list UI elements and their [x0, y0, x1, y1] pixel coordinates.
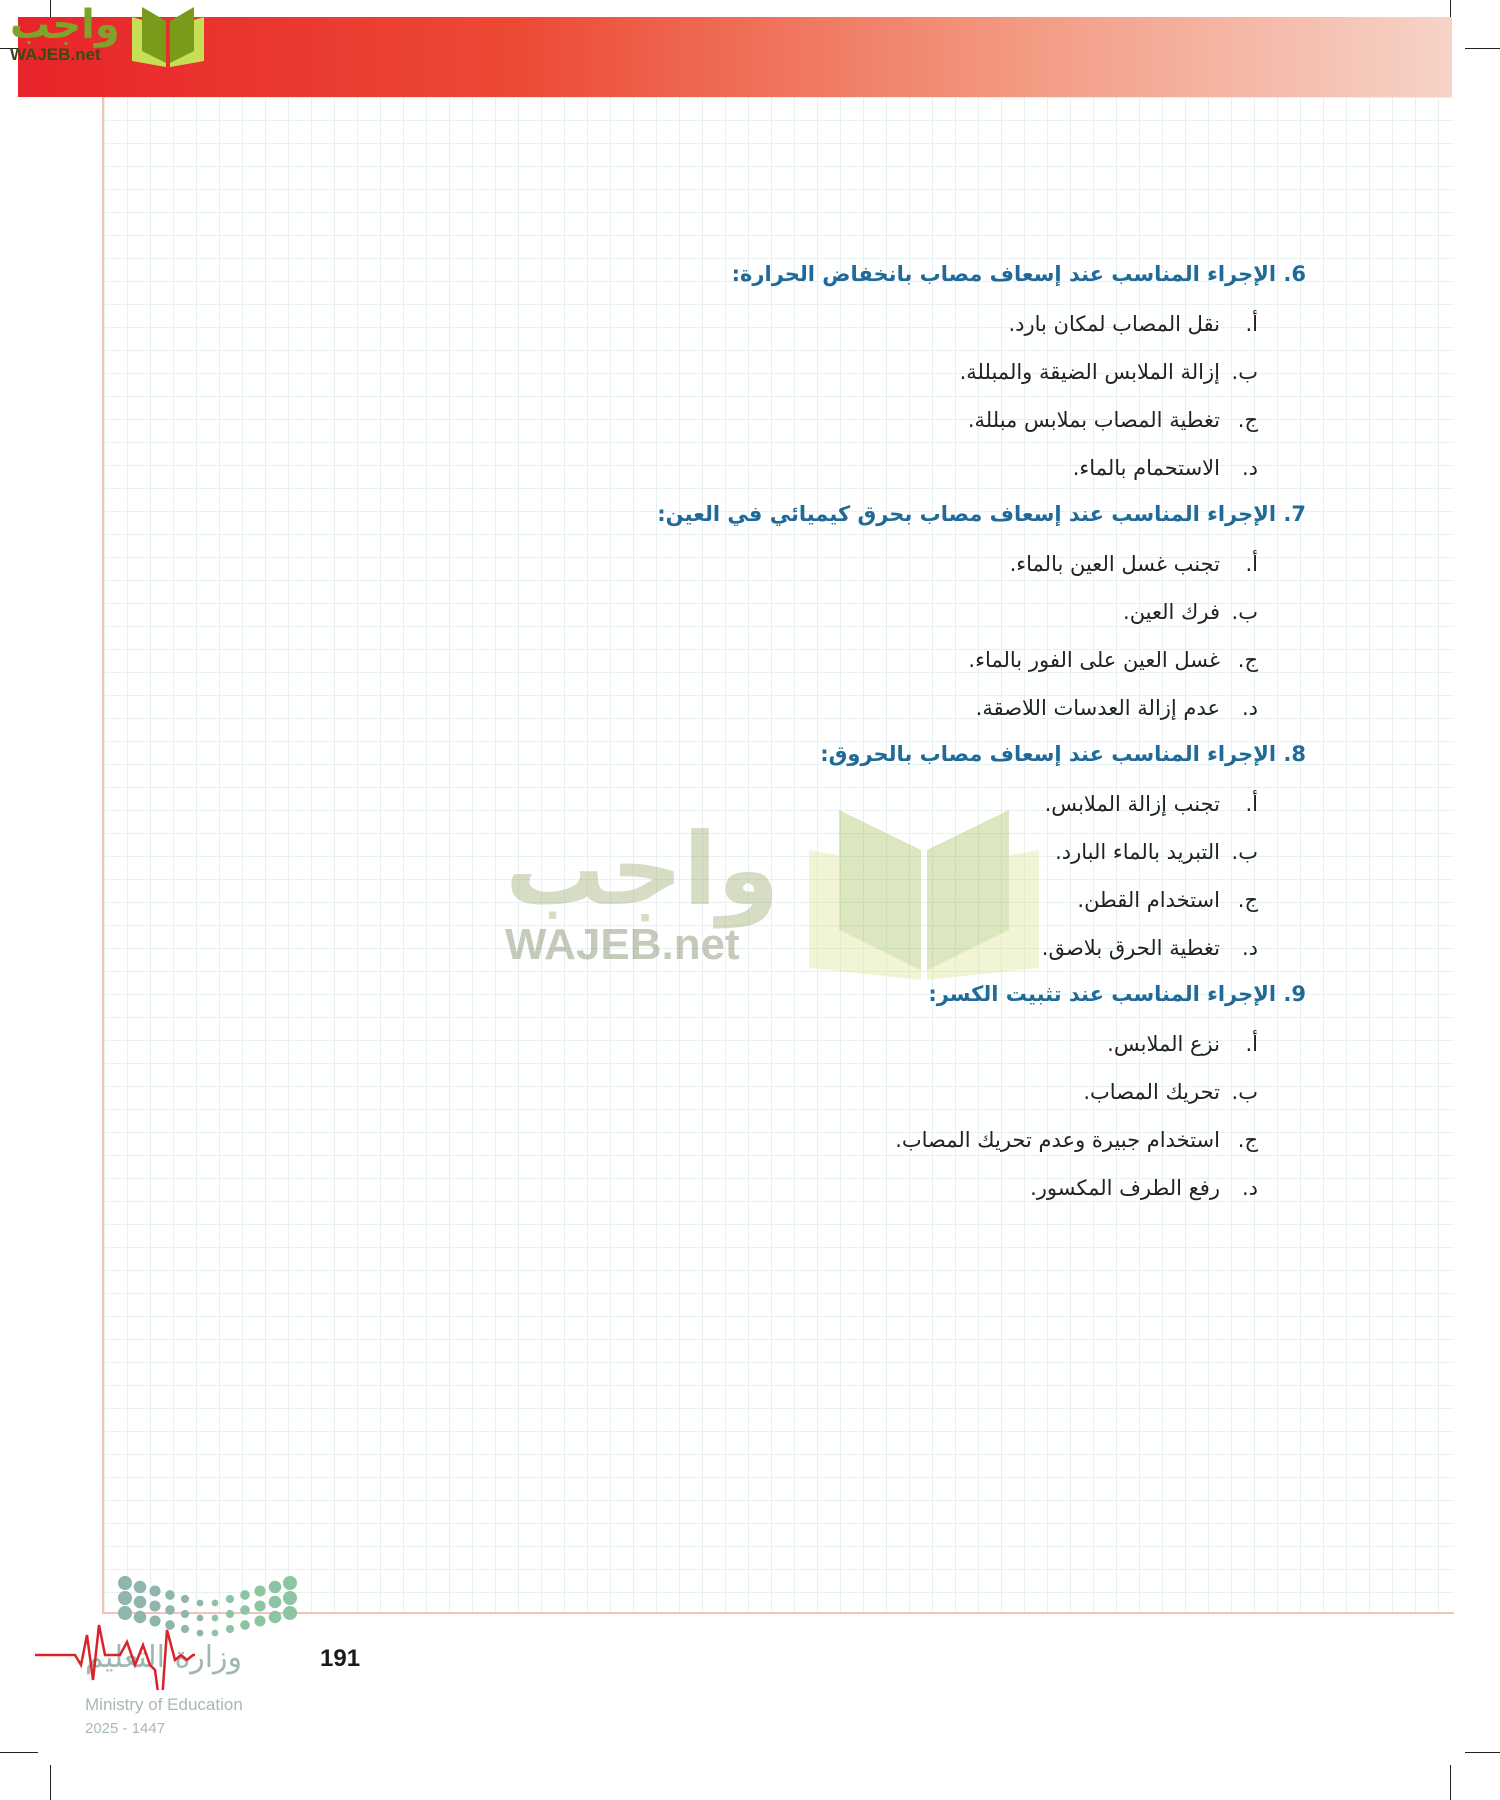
emblem-dot: [165, 1590, 175, 1600]
option-text: عدم إزالة العدسات اللاصقة.: [975, 696, 1220, 720]
emblem-dot: [254, 1600, 265, 1611]
crop-mark: [1465, 48, 1500, 49]
question-heading: [406, 252, 1306, 300]
option-letter: ج.: [1237, 408, 1258, 432]
option-text: نقل المصاب لمكان بارد.: [1008, 312, 1220, 336]
header-band: [18, 17, 1452, 97]
emblem-dot: [283, 1606, 297, 1620]
emblem-dot: [283, 1591, 297, 1605]
option-text: نزع الملابس.: [1107, 1032, 1220, 1056]
option-text: استخدام جبيرة وعدم تحريك المصاب.: [895, 1128, 1220, 1152]
emblem-dot: [283, 1576, 297, 1590]
option-letter: د.: [1241, 1176, 1258, 1200]
emblem-dot: [269, 1596, 282, 1609]
option-letter: ج.: [1237, 648, 1258, 672]
option-letter: ب.: [1231, 600, 1258, 624]
wajeb-logo[interactable]: [10, 2, 208, 67]
watermark: [505, 810, 1039, 980]
option-text: غسل العين على الفور بالماء.: [968, 648, 1220, 672]
option-text: الاستحمام بالماء.: [1072, 456, 1220, 480]
option-text: تجنب غسل العين بالماء.: [1009, 552, 1220, 576]
answer-option[interactable]: [406, 540, 1306, 588]
answer-option[interactable]: [406, 1068, 1306, 1116]
emblem-dot: [181, 1610, 189, 1618]
option-text: إزالة الملابس الضيقة والمبللة.: [959, 360, 1220, 384]
question-number: 6.: [1283, 262, 1306, 286]
ministry-arabic: وزارة التعليم: [85, 1640, 243, 1675]
answer-option[interactable]: [406, 1164, 1306, 1212]
answer-option[interactable]: [406, 444, 1306, 492]
option-text: فرك العين.: [1123, 600, 1220, 624]
question-number: 9.: [1283, 982, 1306, 1006]
questions-list: [406, 252, 1306, 1212]
answer-option[interactable]: [406, 588, 1306, 636]
option-text: تغطية الحرق بلاصق.: [1041, 936, 1220, 960]
option-text: تحريك المصاب.: [1083, 1080, 1220, 1104]
option-letter: د.: [1241, 696, 1258, 720]
emblem-dot: [254, 1585, 265, 1596]
crop-mark: [50, 1765, 51, 1800]
option-text: استخدام القطن.: [1077, 888, 1220, 912]
emblem-dot: [197, 1630, 204, 1637]
book-icon: [809, 810, 1039, 980]
crop-mark: [1450, 1765, 1451, 1800]
emblem-dot: [254, 1615, 265, 1626]
crop-mark: [1465, 1752, 1500, 1753]
emblem-dot: [212, 1615, 219, 1622]
emblem-dot: [118, 1591, 132, 1605]
answer-option[interactable]: [406, 1116, 1306, 1164]
ministry-english: Ministry of Education: [85, 1695, 243, 1714]
watermark-latin: WAJEB.net: [505, 920, 740, 969]
option-letter: أ.: [1245, 792, 1258, 816]
question-text: الإجراء المناسب عند إسعاف مصاب بالحروق:: [820, 742, 1277, 766]
emblem-dot: [240, 1590, 250, 1600]
question-number: 8.: [1283, 742, 1306, 766]
emblem-dot: [212, 1630, 219, 1637]
answer-option[interactable]: [406, 348, 1306, 396]
emblem-dot: [118, 1576, 132, 1590]
answer-option[interactable]: [406, 1020, 1306, 1068]
option-letter: ب.: [1231, 1080, 1258, 1104]
answer-option[interactable]: [406, 300, 1306, 348]
question-heading: [406, 492, 1306, 540]
answer-option[interactable]: [406, 396, 1306, 444]
emblem-dot: [269, 1581, 282, 1594]
option-letter: أ.: [1245, 312, 1258, 336]
option-letter: د.: [1241, 456, 1258, 480]
page-number: 191: [320, 1645, 361, 1672]
emblem-dot: [226, 1625, 234, 1633]
watermark-arabic: واجب: [505, 811, 780, 928]
emblem-dot: [134, 1581, 147, 1594]
option-letter: ب.: [1231, 840, 1258, 864]
answer-option[interactable]: [406, 636, 1306, 684]
question-heading: [406, 732, 1306, 780]
question-text: الإجراء المناسب عند تثبيت الكسر:: [928, 982, 1277, 1006]
emblem-dot: [240, 1620, 250, 1630]
option-letter: ب.: [1231, 360, 1258, 384]
answer-option[interactable]: [406, 684, 1306, 732]
logo-latin: WAJEB.net: [10, 45, 101, 64]
option-text: التبريد بالماء البارد.: [1055, 840, 1220, 864]
edition-year: 2025 - 1447: [85, 1720, 166, 1737]
option-letter: أ.: [1245, 1032, 1258, 1056]
emblem-dot: [226, 1610, 234, 1618]
logo-arabic: واجب: [10, 2, 120, 48]
option-text: تغطية المصاب بملابس مبللة.: [967, 408, 1220, 432]
emblem-dot: [212, 1600, 219, 1607]
emblem-dot: [240, 1605, 250, 1615]
question-text: الإجراء المناسب عند إسعاف مصاب بانخفاض الحرارة:: [731, 262, 1277, 286]
option-letter: د.: [1241, 936, 1258, 960]
emblem-dot: [197, 1615, 204, 1622]
emblem-dot: [118, 1606, 132, 1620]
book-icon: [128, 5, 208, 67]
emblem-dot: [269, 1611, 282, 1624]
emblem-dot: [134, 1596, 147, 1609]
option-letter: أ.: [1245, 552, 1258, 576]
crop-mark: [0, 1752, 38, 1753]
emblem-dot: [149, 1585, 160, 1596]
emblem-dot: [181, 1595, 189, 1603]
emblem-dot: [165, 1605, 175, 1615]
ministry-logo: [30, 1555, 290, 1735]
option-letter: ج.: [1237, 1128, 1258, 1152]
option-letter: ج.: [1237, 888, 1258, 912]
pulse-line-icon: [35, 1620, 195, 1690]
emblem-dot: [197, 1600, 204, 1607]
question-number: 7.: [1283, 502, 1306, 526]
option-text: رفع الطرف المكسور.: [1030, 1176, 1220, 1200]
emblem-dot: [226, 1595, 234, 1603]
emblem-dot: [149, 1600, 160, 1611]
option-text: تجنب إزالة الملابس.: [1044, 792, 1220, 816]
question-text: الإجراء المناسب عند إسعاف مصاب بحرق كيميائي في العين:: [657, 502, 1277, 526]
